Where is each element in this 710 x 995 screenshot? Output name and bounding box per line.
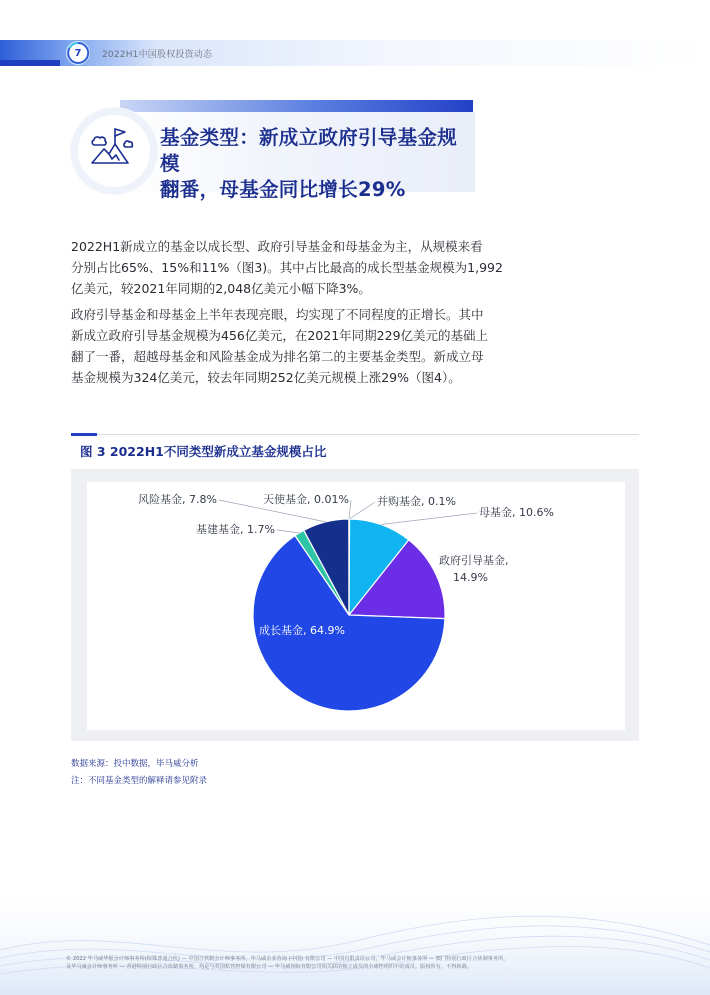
page-number: 7	[74, 47, 82, 59]
footer-line: 及毕马威会计师事务所 — 香港特别行政区合伙制事务所，均是与英国私营担保有限公司 — 毕马威国际有限公司相关联的独立成员所全球性组织中的成员。版权所有，不得转载。	[66, 964, 473, 970]
section-icon-circle	[71, 108, 157, 194]
footer-wave-decoration	[0, 880, 710, 995]
slice-label: 风险基金, 7.8%	[138, 493, 217, 506]
chart-note: 注：不同基金类型的解释请参见附录	[71, 776, 208, 786]
title-accent-bar	[120, 100, 473, 112]
figure-rule	[71, 434, 639, 435]
paragraph-line: 亿美元，较2021年同期的2,048亿美元小幅下降3%。	[71, 281, 371, 296]
slice-label: 并购基金, 0.1%	[377, 495, 456, 508]
paragraph-line: 分别占比65%、15%和11%（图3)。其中占比最高的成长型基金规模为1,992	[71, 260, 503, 275]
paragraph-line: 2022H1新成立的基金以成长型、政府引导基金和母基金为主，从规模来看	[71, 239, 483, 254]
footer-copyright	[66, 955, 656, 971]
slice-label: 14.9%	[453, 571, 488, 584]
figure-title: 图 3 2022H1不同类型新成立基金规模占比	[80, 444, 327, 459]
mountain-flag-icon	[78, 115, 150, 187]
figure-rule-accent	[71, 433, 97, 436]
header-stripe	[0, 60, 60, 66]
section-title	[160, 125, 470, 203]
leader-line	[349, 502, 375, 519]
paragraph-line: 翻了一番，超越母基金和风险基金成为排名第二的主要基金类型。新成立母	[71, 349, 484, 364]
section-title-line: 基金类型：新成立政府引导基金规模	[160, 126, 458, 175]
leader-line	[381, 513, 477, 524]
leader-line	[349, 500, 351, 519]
body-paragraph	[71, 304, 641, 388]
paragraph-line: 新成立政府引导基金规模为456亿美元，在2021年同期229亿美元的基础上	[71, 328, 489, 343]
data-source: 数据来源：投中数据，毕马威分析	[71, 759, 199, 769]
page-number-badge	[66, 41, 90, 65]
paragraph-line: 基金规模为324亿美元，较去年同期252亿美元规模上涨29%（图4）。	[71, 370, 461, 385]
slice-label: 天使基金, 0.01%	[263, 493, 349, 506]
slice-label: 政府引导基金,	[439, 554, 509, 567]
slice-label: 成长基金, 64.9%	[259, 624, 345, 637]
paragraph-line: 政府引导基金和母基金上半年表现亮眼，均实现了不同程度的正增长。其中	[71, 307, 484, 322]
leader-line	[277, 530, 299, 533]
section-title-line: 翻番，母基金同比增长29%	[160, 178, 406, 201]
footer-line: © 2022 毕马威华振会计师事务所(特殊普通合伙) — 中国合伙制会计师事务所，毕马威企业咨询 (中国) 有限公司 — 中国有限责任公司，毕马威会计师事务所 — 澳门特别行政区合伙制事务所，	[66, 956, 509, 962]
document-title: 2022H1中国股权投资动态	[102, 50, 213, 60]
pie-chart	[87, 482, 625, 730]
body-paragraph	[71, 236, 641, 299]
slice-label: 母基金, 10.6%	[479, 506, 554, 519]
slice-label: 基建基金, 1.7%	[196, 523, 275, 536]
